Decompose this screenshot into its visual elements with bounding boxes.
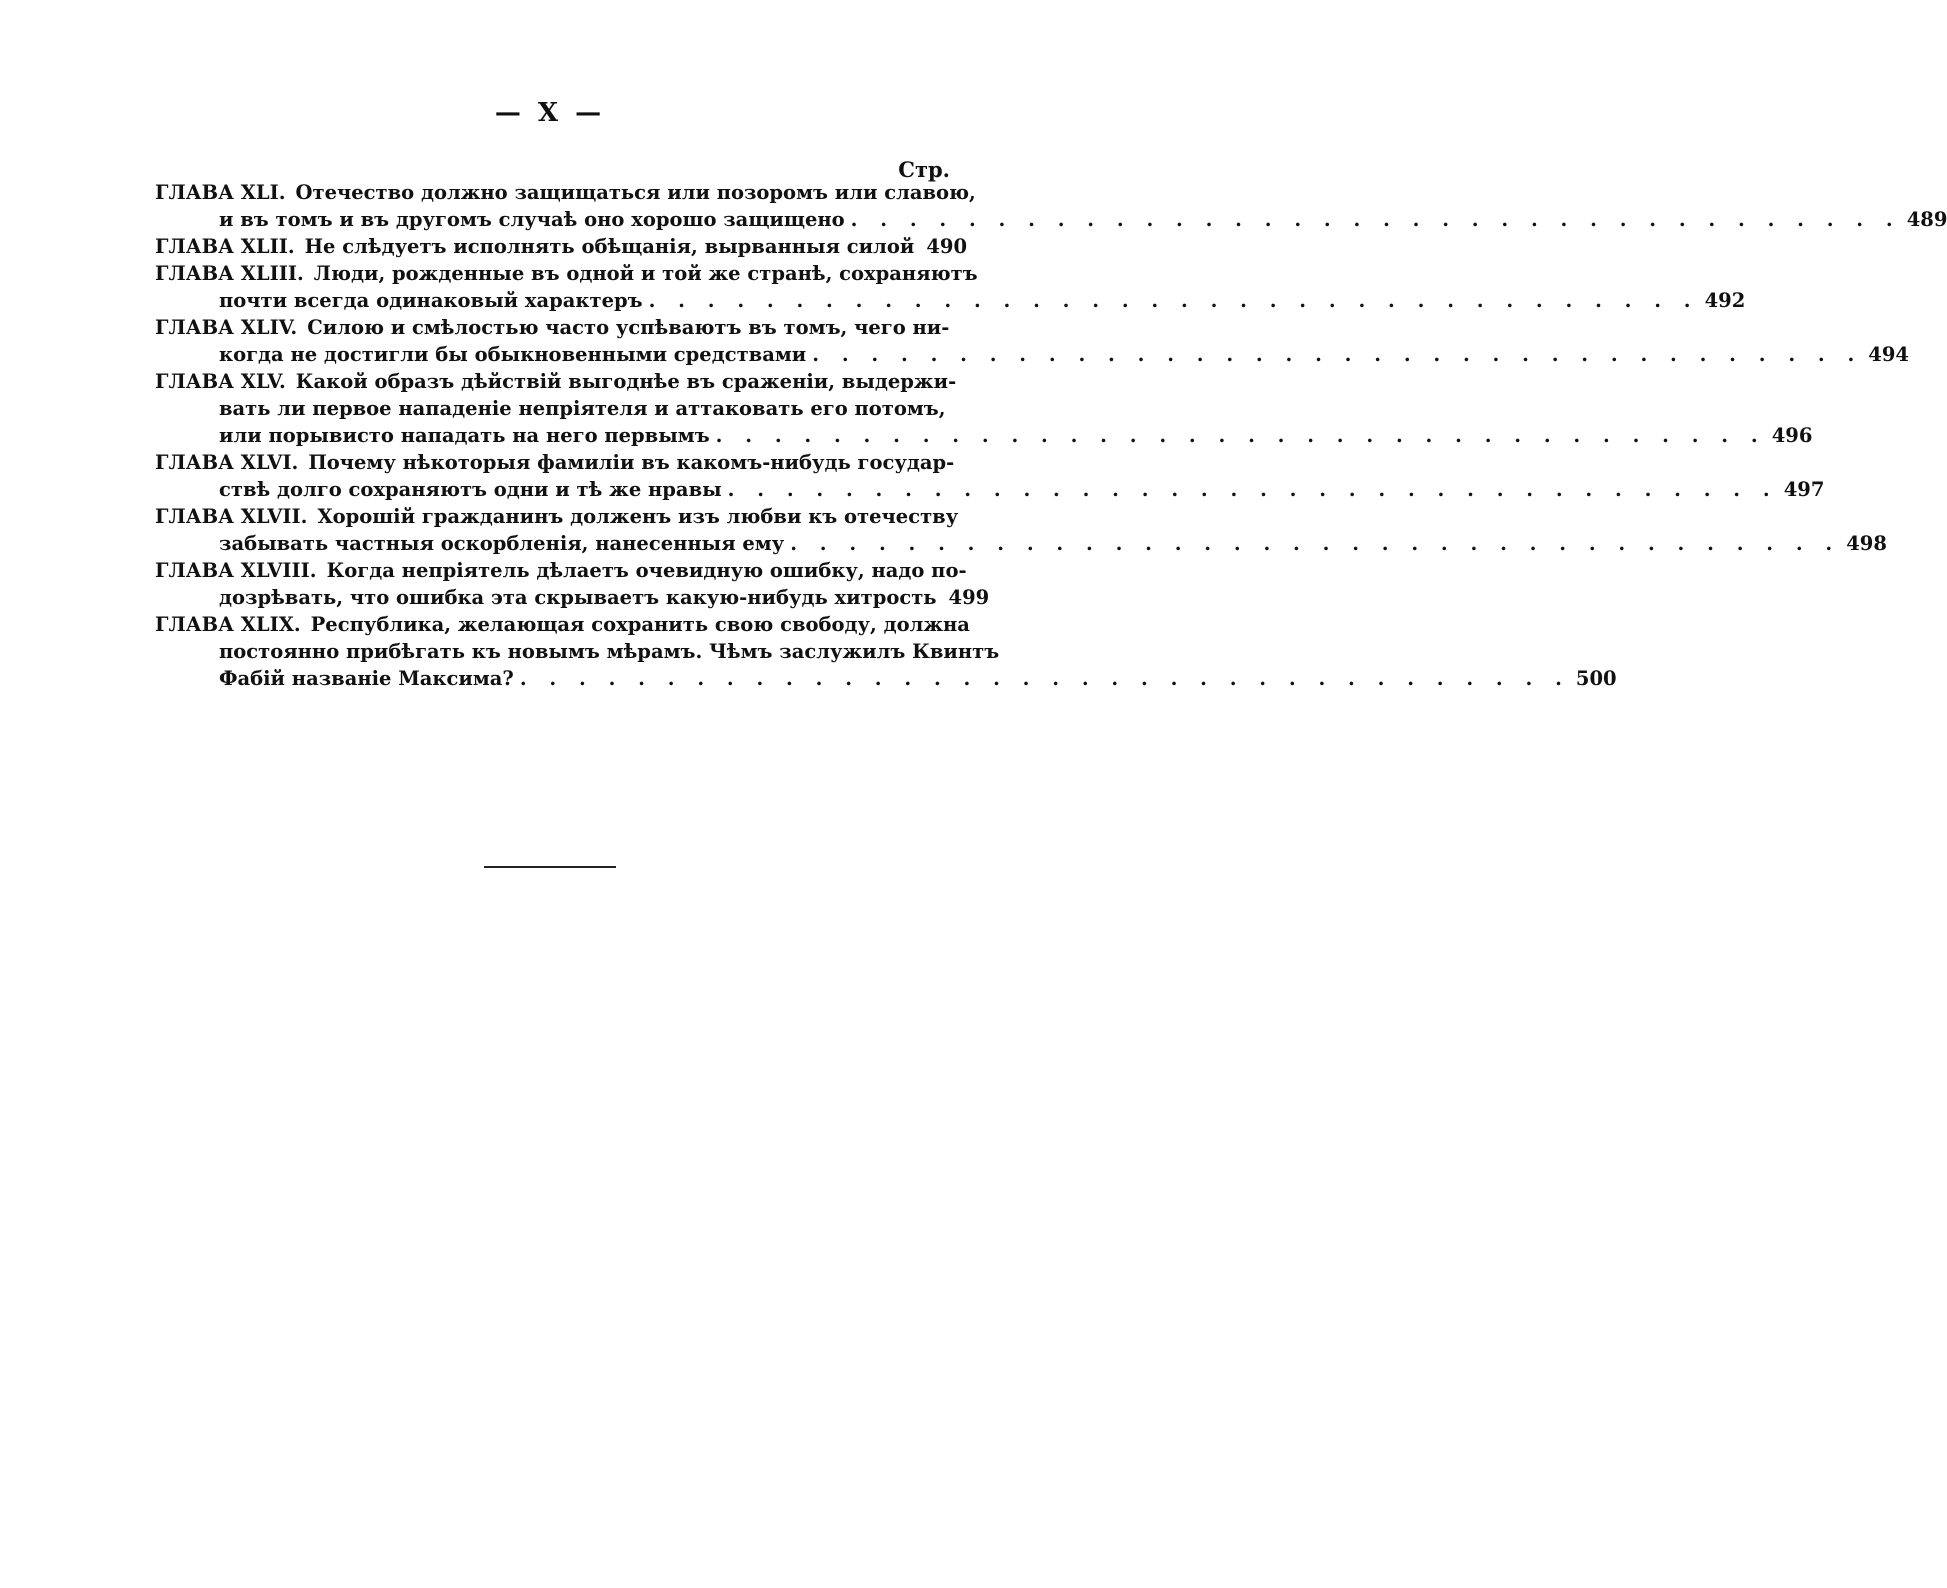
end-rule (484, 866, 616, 868)
toc-entry-line (155, 422, 1813, 449)
toc-entry-line (155, 611, 970, 638)
table-of-contents (155, 150, 1947, 692)
dot-leader: . . . . . . . . . . . . . . . . . . . . . . . . . . . . . . . . . . . . (790, 532, 1841, 555)
toc-entry-line (155, 287, 1746, 314)
chapter-title: Республика, желающая сохранить свою свободу, должна (310, 613, 970, 636)
page-number: — X — (494, 98, 606, 128)
chapter-number: ГЛАВА XLIII. (155, 262, 304, 285)
chapter-title: Когда непріятель дѣлаетъ очевидную ошибку, надо по- (326, 559, 967, 582)
dot-leader: . . . . . . . . . . . . . . . . . . . . . . . . . . . . . . . . . . . . (727, 478, 1778, 501)
chapter-title: забывать частныя оскорбленія, нанесенныя ему (219, 532, 785, 555)
page-column-header: Стр. (898, 157, 950, 182)
chapter-number: ГЛАВА XLV. (155, 370, 286, 393)
chapter-title: Почему нѣкоторыя фамиліи въ какомъ-нибудь государ- (308, 451, 955, 474)
toc-entry-line (155, 476, 1825, 503)
toc-entry-line (155, 179, 976, 206)
dot-leader: . . . . . . . . . . . . . . . . . . . . . . . . . . . . . . . . . . . . (812, 343, 1863, 366)
chapter-number: ГЛАВА XLVII. (155, 505, 308, 528)
toc-entry-xlvii (155, 503, 1887, 557)
chapter-title: вать ли первое нападеніе непріятеля и аттаковать его потомъ, (219, 397, 946, 420)
toc-entry-xlvi (155, 449, 1825, 503)
toc-entry-line (155, 233, 968, 260)
dot-leader: . . . . . . . . . . . . . . . . . . . . . . . . . . . . . . . . . . . . (519, 667, 1570, 690)
chapter-number: ГЛАВА XLII. (155, 235, 295, 258)
page-ref: 492 (1704, 289, 1746, 312)
toc-entry-xliv (155, 314, 1909, 368)
chapter-number: ГЛАВА XLIX. (155, 613, 301, 636)
chapter-number: ГЛАВА XLIV. (155, 316, 298, 339)
toc-entry-line (155, 530, 1887, 557)
toc-entry-line (155, 314, 950, 341)
chapter-title: почти всегда одинаковый характеръ (219, 289, 643, 312)
toc-entry-line (155, 206, 1947, 233)
toc-entry-line (155, 503, 959, 530)
chapter-title: дозрѣвать, что ошибка эта скрываетъ какую-нибудь хитрость (219, 586, 937, 609)
page-ref: 490 (926, 235, 968, 258)
toc-entry-line (155, 665, 1617, 692)
chapter-title: Фабій названіе Максима? (219, 667, 514, 690)
page-ref: 494 (1868, 343, 1909, 366)
page-ref: 499 (948, 586, 990, 609)
dot-leader: . . . . . . . . . . . . . . . . . . . . . . . . . . . . . . . . . . . . (648, 289, 1699, 312)
page-ref: 500 (1575, 667, 1617, 690)
page-ref: 489 (1906, 208, 1947, 231)
toc-entry-line (155, 449, 955, 476)
chapter-title: Какой образъ дѣйствій выгоднѣе въ сраженіи, выдержи- (295, 370, 957, 393)
toc-entry-line (155, 341, 1909, 368)
toc-entry-xlii (155, 233, 968, 260)
toc-entry-line (155, 395, 950, 422)
chapter-title: Люди, рожденные въ одной и той же странѣ, сохраняютъ (313, 262, 978, 285)
dot-leader: . . . . . . . . . . . . . . . . . . . . . . . . . . . . . . . . . . . . (850, 208, 1901, 231)
chapter-number: ГЛАВА XLI. (155, 181, 286, 204)
chapter-title: и въ томъ и въ другомъ случаѣ оно хорошо защищено (219, 208, 845, 231)
toc-entry-xli (155, 179, 1947, 233)
page-ref: 498 (1846, 532, 1887, 555)
chapter-title: или порывисто нападать на него первымъ (219, 424, 710, 447)
toc-entry-line (155, 260, 978, 287)
toc-entry-xlviii (155, 557, 990, 611)
toc-entry-line (155, 368, 957, 395)
chapter-title: когда не достигли бы обыкновенными средствами (219, 343, 807, 366)
chapter-number: ГЛАВА XLVI. (155, 451, 299, 474)
toc-entry-line (155, 584, 990, 611)
chapter-title: Хорошій гражданинъ долженъ изъ любви къ отечеству (317, 505, 959, 528)
chapter-number: ГЛАВА XLVIII. (155, 559, 317, 582)
toc-entry-xliii (155, 260, 1746, 314)
toc-entry-xlix (155, 611, 1617, 692)
chapter-title: ствѣ долго сохраняютъ одни и тѣ же нравы (219, 478, 722, 501)
chapter-title: постоянно прибѣгать къ новымъ мѣрамъ. Чѣмъ заслужилъ Квинтъ (219, 640, 1000, 663)
chapter-title: Отечество должно защищаться или позоромъ или славою, (295, 181, 976, 204)
toc-entry-line (155, 638, 1000, 665)
chapter-title: Не слѣдуетъ исполнять обѣщанія, вырванныя силой (304, 235, 915, 258)
toc-entry-xlv (155, 368, 1813, 449)
chapter-title: Силою и смѣлостью часто успѣваютъ въ томъ, чего ни- (307, 316, 950, 339)
page-ref: 497 (1783, 478, 1825, 501)
toc-entry-line (155, 557, 967, 584)
page-ref: 496 (1771, 424, 1813, 447)
dot-leader: . . . . . . . . . . . . . . . . . . . . . . . . . . . . . . . . . . . . (715, 424, 1766, 447)
